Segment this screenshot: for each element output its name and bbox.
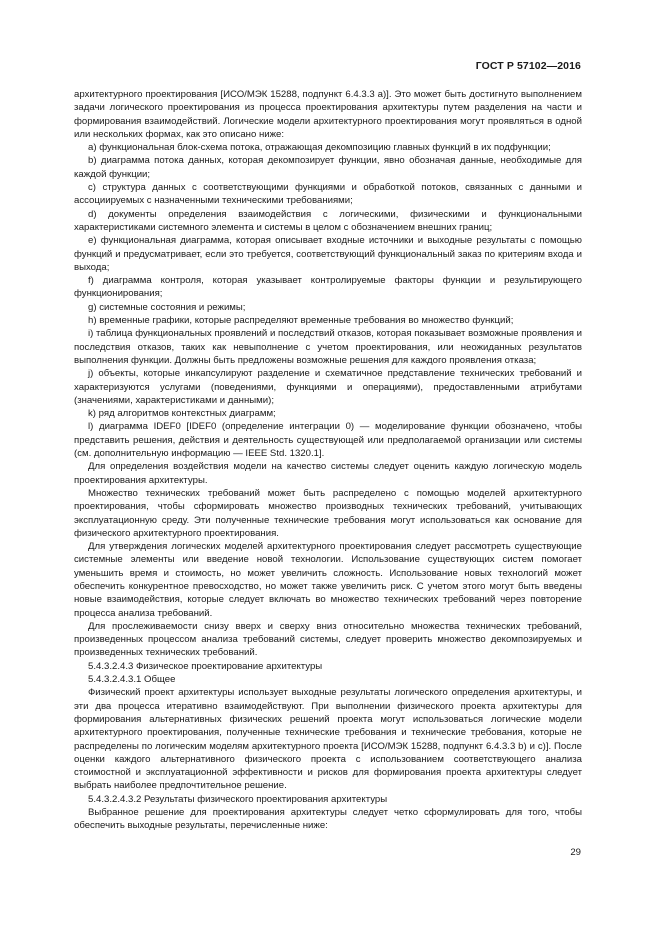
paragraph-intro: архитектурного проектирования [ИСО/МЭК 15288, подпункт 6.4.3.3 a)]. Это может быть достигнуто выполнением задачи логического проектирования из процесса проектирования архитектуры путем разделения на части и формирования взаимодействий. Логические модели архитектурного проектирования могут проявляться в одной или нескольких формах, как это описано ниже:	[74, 89, 582, 140]
list-item-a: а) функциональная блок-схема потока, отражающая декомпозицию главных функций в их подфункции;	[88, 142, 551, 154]
section-heading-physical-results: 5.4.3.2.4.3.2 Результаты физического проектирования архитектуры	[88, 793, 388, 805]
document-body	[74, 88, 582, 833]
paragraph-existing-elements: Для утверждения логических моделей архитектурного проектирования следует рассмотреть существующие системные элементы или введение новой технологии. Использование существующих систем помогает уменьшить время и стоимость, но может увеличить сложность. Использование новых технологий может обеспечить конкурентное превосходство, но может также увеличить риск. С учетом этого могут быть введены новые взаимодействия, которые следует включать во множество технических требований через повторение процесса анализа требований.	[74, 541, 582, 619]
list-item-g: g) системные состояния и режимы;	[88, 301, 246, 313]
section-heading-general: 5.4.3.2.4.3.1 Общее	[88, 674, 176, 686]
section-heading-physical-design: 5.4.3.2.4.3 Физическое проектирование архитектуры	[88, 660, 323, 672]
paragraph-physical-design: Физический проект архитектуры использует выходные результаты логического определения архитектуры, и эти два процесса итеративно взаимодействуют. При выполнении физического проекта архитектуры для формирования альтернативных физических решений проекта могут использоваться логические модели архитектурного проектирования, полученные технические требования и технические требования, которые не распределены по логическим моделям архитектурного проекта [ИСО/МЭК 15288, подпункт 6.4.3.3 b) и c)]. После оценки каждого альтернативного физического проекта с использованием соответствующего анализа стоимостной и эксплуатационной эффективности и рисков для формирования проекта архитектуры следует выбрать наиболее предпочтительное решение.	[74, 687, 582, 792]
paragraph-chosen-solution: Выбранное решение для проектирования архитектуры следует четко сформулировать для того, чтобы обеспечить выходные результаты, перечисленные ниже:	[74, 807, 582, 832]
list-item-k: k) ряд алгоритмов контекстных диаграмм;	[88, 408, 276, 420]
list-item-l: l) диаграмма IDEF0 [IDEF0 (определение интеграции 0) — моделирование функции обозначено, чтобы представить решения, действия и деятельность существующей или предполагаемой организации или системы (см. дополнительную информацию — IEEE Std. 1320.1].	[74, 421, 582, 460]
list-item-h: h) временные графики, которые распределяют временные требования во множество функций;	[88, 315, 514, 327]
list-item-b: b) диаграмма потока данных, которая декомпозирует функции, явно обозначая данные, необходимые для каждой функции;	[74, 155, 582, 180]
paragraph-traceability: Для прослеживаемости снизу вверх и сверху вниз относительно множества технических требований, произведенных процессом анализа требований системы, следует проверить множество декомпозируемых и произведенных технических требований.	[74, 620, 582, 659]
document-code-header: ГОСТ Р 57102—2016	[475, 60, 581, 72]
list-item-j: j) объекты, которые инкапсулируют разделение и схематичное представление технических требований и характеризуются услугами (поведениями, функциями и операциями), предоставленными атрибутами (значениями, характеристиками и данными);	[74, 368, 582, 406]
list-item-d: d) документы определения взаимодействия с логическими, физическими и функциональными характеристиками системного элемента и системы в целом с обозначением внешних границ;	[74, 208, 582, 233]
list-item-c: c) структура данных с соответствующими функциями и обработкой потоков, связанных с данными и ассоциируемых с назначенными техническими требованиями;	[74, 182, 582, 207]
paragraph-quality-assessment: Для определения воздействия модели на качество системы следует оценить каждую логическую модель проектирования архитектуры.	[74, 461, 582, 486]
list-item-i: i) таблица функциональных проявлений и последствий отказов, которая показывает возможные проявления и последствия отказов, таких как невыполнение с учетом проектирования, или неожиданных результатов выполнения функции. Должны быть предложены возможные решения для каждого проявления отказа;	[74, 328, 582, 366]
page-number: 29	[570, 847, 581, 858]
paragraph-derived-requirements: Множество технических требований может быть распределено с помощью моделей архитектурного проектирования, чтобы сформировать множество производных технических требований, учитывающих эксплуатационную среду. Эти полученные технические требования могут использоваться как основание для физического архитектурного проектирования.	[74, 487, 582, 539]
list-item-f: f) диаграмма контроля, которая указывает контролируемые факторы функции и результирующего функционирования;	[74, 275, 582, 300]
list-item-e: e) функциональная диаграмма, которая описывает входные источники и выходные результаты с помощью функций и предусматривает, если это требуется, соответствующий функциональный заказ по критериям входа и выхода;	[74, 235, 582, 273]
